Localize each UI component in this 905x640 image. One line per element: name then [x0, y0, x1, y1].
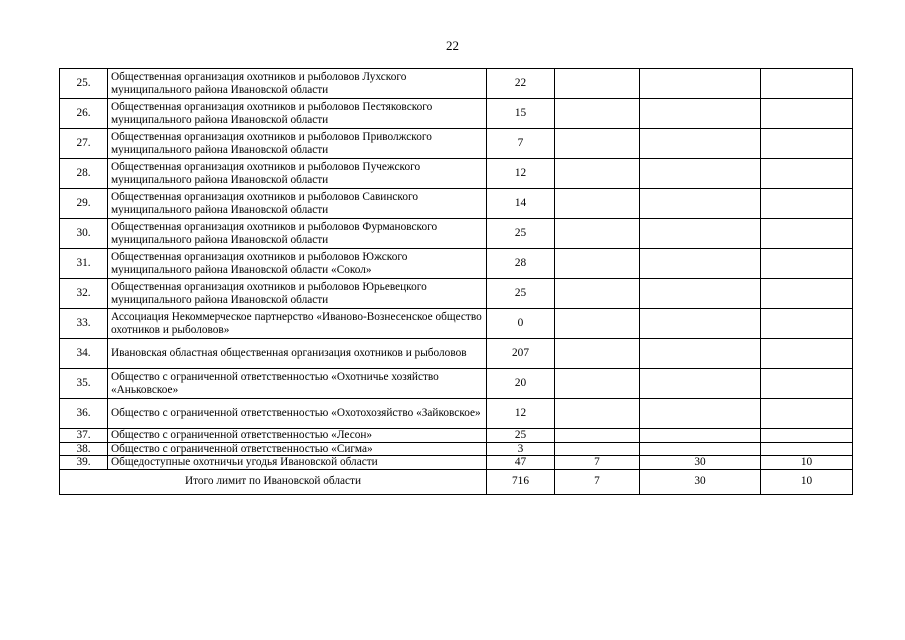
organization-name: Общество с ограниченной ответственностью «Охотничье хозяйство «Аньковское» [108, 369, 487, 399]
total-label: Итого лимит по Ивановской области [60, 469, 487, 494]
row-number: 36. [60, 399, 108, 429]
table-row [60, 159, 853, 189]
value-col-4 [761, 399, 853, 429]
limit-value: 15 [487, 99, 555, 129]
row-number: 25. [60, 69, 108, 99]
value-col-2 [555, 159, 640, 189]
value-col-3 [640, 249, 761, 279]
organization-name: Общество с ограниченной ответственностью «Лесон» [108, 429, 487, 443]
row-number: 32. [60, 279, 108, 309]
value-col-2 [555, 69, 640, 99]
table-row [60, 399, 853, 429]
page-number: 22 [446, 38, 459, 53]
value-col-4 [761, 369, 853, 399]
organization-name: Общественная организация охотников и рыболовов Приволжского муниципального района Ивановской области [108, 129, 487, 159]
limit-value: 25 [487, 279, 555, 309]
table-row [60, 442, 853, 456]
row-number: 29. [60, 189, 108, 219]
limit-value: 25 [487, 429, 555, 443]
value-col-4 [761, 69, 853, 99]
value-col-2 [555, 399, 640, 429]
table-row [60, 99, 853, 129]
table-row [60, 339, 853, 369]
row-number: 30. [60, 219, 108, 249]
row-number: 27. [60, 129, 108, 159]
row-number: 34. [60, 339, 108, 369]
value-col-2 [555, 249, 640, 279]
row-number: 39. [60, 456, 108, 470]
value-col-3 [640, 399, 761, 429]
value-col-2 [555, 369, 640, 399]
table-row [60, 189, 853, 219]
value-col-3 [640, 309, 761, 339]
limit-value: 207 [487, 339, 555, 369]
table-row [60, 129, 853, 159]
value-col-2 [555, 189, 640, 219]
value-col-4: 10 [761, 456, 853, 470]
limit-value: 22 [487, 69, 555, 99]
organization-name: Ивановская областная общественная организация охотников и рыболовов [108, 339, 487, 369]
limit-value: 25 [487, 219, 555, 249]
organization-name: Общественная организация охотников и рыболовов Фурмановского муниципального района Ивановской области [108, 219, 487, 249]
row-number: 33. [60, 309, 108, 339]
value-col-3 [640, 99, 761, 129]
total-value-col-2: 7 [555, 469, 640, 494]
value-col-4 [761, 219, 853, 249]
row-number: 38. [60, 442, 108, 456]
table-row [60, 69, 853, 99]
value-col-4 [761, 129, 853, 159]
value-col-3 [640, 69, 761, 99]
value-col-2 [555, 442, 640, 456]
value-col-2 [555, 99, 640, 129]
organization-name: Общественная организация охотников и рыболовов Пестяковского муниципального района Ивановской области [108, 99, 487, 129]
organization-name: Общество с ограниченной ответственностью «Сигма» [108, 442, 487, 456]
value-col-3: 30 [640, 456, 761, 470]
value-col-4 [761, 429, 853, 443]
value-col-2 [555, 279, 640, 309]
value-col-3 [640, 279, 761, 309]
value-col-4 [761, 442, 853, 456]
limit-value: 47 [487, 456, 555, 470]
row-number: 31. [60, 249, 108, 279]
limit-value: 3 [487, 442, 555, 456]
limit-value: 7 [487, 129, 555, 159]
value-col-4 [761, 339, 853, 369]
organization-name: Ассоциация Некоммерческое партнерство «Иваново-Вознесенское общество охотников и рыболовов» [108, 309, 487, 339]
organization-name: Общедоступные охотничьи угодья Ивановской области [108, 456, 487, 470]
organization-name: Общественная организация охотников и рыболовов Южского муниципального района Ивановской области «Сокол» [108, 249, 487, 279]
row-number: 35. [60, 369, 108, 399]
table-row [60, 219, 853, 249]
limit-value: 28 [487, 249, 555, 279]
total-limit-value: 716 [487, 469, 555, 494]
limit-value: 14 [487, 189, 555, 219]
value-col-3 [640, 129, 761, 159]
value-col-4 [761, 249, 853, 279]
value-col-2 [555, 309, 640, 339]
total-value-col-4: 10 [761, 469, 853, 494]
table-row [60, 279, 853, 309]
value-col-2 [555, 339, 640, 369]
value-col-3 [640, 219, 761, 249]
row-number: 28. [60, 159, 108, 189]
table-row [60, 456, 853, 470]
organization-name: Общество с ограниченной ответственностью «Охотохозяйство «Зайковское» [108, 399, 487, 429]
value-col-2 [555, 219, 640, 249]
value-col-3 [640, 429, 761, 443]
organization-name: Общественная организация охотников и рыболовов Юрьевецкого муниципального района Ивановской области [108, 279, 487, 309]
table-row [60, 249, 853, 279]
value-col-4 [761, 279, 853, 309]
value-col-2: 7 [555, 456, 640, 470]
organization-name: Общественная организация охотников и рыболовов Савинского муниципального района Ивановской области [108, 189, 487, 219]
total-row [60, 469, 853, 494]
table-row [60, 429, 853, 443]
table-row [60, 309, 853, 339]
value-col-3 [640, 442, 761, 456]
value-col-4 [761, 159, 853, 189]
limit-value: 0 [487, 309, 555, 339]
total-value-col-3: 30 [640, 469, 761, 494]
value-col-3 [640, 159, 761, 189]
row-number: 37. [60, 429, 108, 443]
value-col-4 [761, 309, 853, 339]
row-number: 26. [60, 99, 108, 129]
table-row [60, 369, 853, 399]
value-col-3 [640, 189, 761, 219]
organization-name: Общественная организация охотников и рыболовов Лухского муниципального района Ивановской области [108, 69, 487, 99]
limit-value: 20 [487, 369, 555, 399]
value-col-3 [640, 339, 761, 369]
value-col-4 [761, 189, 853, 219]
value-col-2 [555, 129, 640, 159]
value-col-4 [761, 99, 853, 129]
limit-value: 12 [487, 399, 555, 429]
value-col-3 [640, 369, 761, 399]
value-col-2 [555, 429, 640, 443]
limit-value: 12 [487, 159, 555, 189]
organization-name: Общественная организация охотников и рыболовов Пучежского муниципального района Ивановской области [108, 159, 487, 189]
limits-table [59, 68, 853, 495]
